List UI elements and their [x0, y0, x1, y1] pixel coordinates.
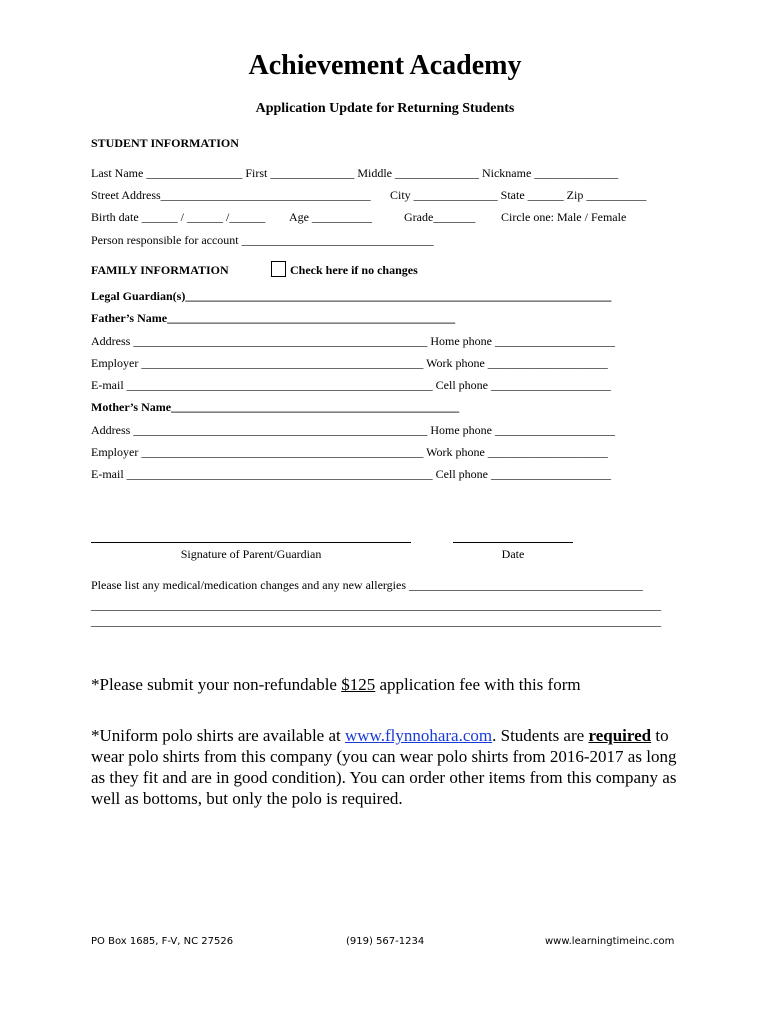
- signature-label: Signature of Parent/Guardian: [180, 547, 322, 561]
- uniform-note-prefix: *Uniform polo shirts are available at: [91, 726, 345, 745]
- father-name-field[interactable]: Father’s Name________________________________________________: [91, 311, 456, 325]
- legal-guardian-field[interactable]: Legal Guardian(s)_______________________________________________________________________: [91, 289, 612, 303]
- age-field[interactable]: Age __________: [289, 210, 372, 224]
- fee-note-suffix: application fee with this form: [375, 675, 581, 694]
- medical-changes-field[interactable]: Please list any medical/medication changes and any new allergies _______________________________________: [91, 578, 644, 592]
- uniform-note: [91, 725, 679, 809]
- father-employer-field[interactable]: Employer _______________________________________________ Work phone ____________________: [91, 356, 608, 370]
- fee-amount: $125: [341, 675, 376, 694]
- mother-address-field[interactable]: Address _________________________________________________ Home phone ____________________: [91, 423, 615, 437]
- flynnohara-link[interactable]: www.flynnohara.com: [344, 726, 493, 745]
- street-address-field[interactable]: Street Address___________________________________: [91, 188, 371, 202]
- gender-choice[interactable]: Circle one: Male / Female: [501, 210, 627, 224]
- footer-phone: (919) 567-1234: [346, 936, 425, 947]
- father-address-field[interactable]: Address _________________________________________________ Home phone ____________________: [91, 334, 615, 348]
- date-label: Date: [501, 547, 525, 561]
- medical-line-2[interactable]: _______________________________________________________________________________________________: [91, 614, 661, 628]
- footer-address: PO Box 1685, F-V, NC 27526: [91, 936, 234, 947]
- student-info-heading: STUDENT INFORMATION: [91, 136, 239, 150]
- mother-email-field[interactable]: E-mail ___________________________________________________ Cell phone ____________________: [91, 467, 611, 481]
- page-title: Achievement Academy: [248, 50, 522, 81]
- no-changes-checkbox[interactable]: [271, 261, 286, 277]
- mother-employer-field[interactable]: Employer _______________________________________________ Work phone ____________________: [91, 445, 608, 459]
- signature-line[interactable]: [91, 542, 411, 543]
- birth-date-field[interactable]: Birth date ______ / ______ /______: [91, 210, 266, 224]
- fee-note: [91, 674, 691, 695]
- uniform-note-rest: to wear polo shirts from this company (you can wear polo shirts from 2016-2017 as long as they fit and are in good condition). You can order other items from this company as well as bottoms, but only the polo is required.: [91, 726, 677, 808]
- medical-line-1[interactable]: _______________________________________________________________________________________________: [91, 598, 661, 612]
- city-state-zip-fields[interactable]: City ______________ State ______ Zip __________: [390, 188, 647, 202]
- fee-note-prefix: *Please submit your non-refundable: [91, 675, 342, 694]
- father-email-field[interactable]: E-mail ___________________________________________________ Cell phone ____________________: [91, 378, 611, 392]
- date-line[interactable]: [453, 542, 573, 543]
- mother-name-field[interactable]: Mother’s Name________________________________________________: [91, 400, 460, 414]
- grade-field[interactable]: Grade_______: [404, 210, 476, 224]
- person-responsible-field[interactable]: Person responsible for account ________________________________: [91, 233, 434, 247]
- no-changes-label: Check here if no changes: [290, 263, 418, 277]
- uniform-note-mid: . Students are: [492, 726, 589, 745]
- family-info-heading: FAMILY INFORMATION: [91, 263, 229, 277]
- page-subtitle: Application Update for Returning Students: [255, 101, 515, 116]
- footer-website: www.learningtimeinc.com: [545, 936, 675, 947]
- required-emphasis: required: [588, 726, 652, 745]
- name-fields-row[interactable]: Last Name ________________ First ______________ Middle ______________ Nickname ______________: [91, 166, 619, 180]
